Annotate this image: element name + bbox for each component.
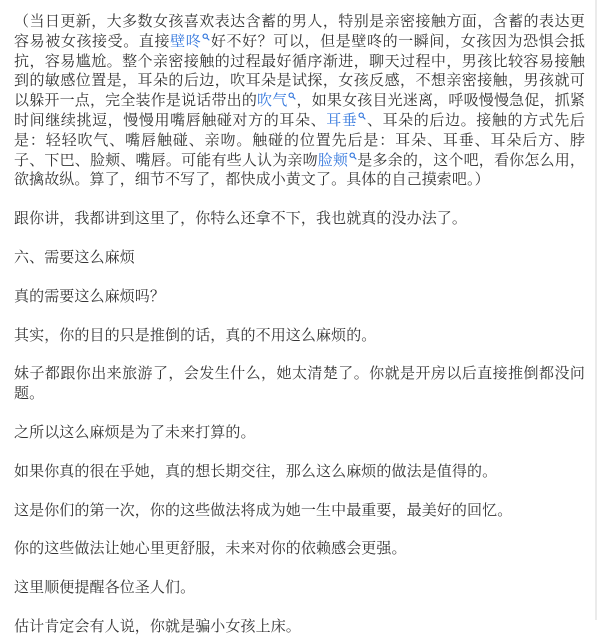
body-paragraph	[14, 287, 585, 307]
body-paragraph	[14, 501, 585, 521]
body-paragraph	[14, 209, 585, 229]
search-superscript-icon[interactable]	[349, 152, 357, 160]
keyword-link[interactable]: 脸颊	[318, 152, 357, 169]
text-run: 真的需要这么麻烦吗？	[14, 287, 166, 305]
text-run: 、耳朵的后边。接触的方式先后是：轻轻吹气、嘴唇触碰、亲吻。触碰的位置先后是：耳朵、耳垂、耳朵后方、脖子、下巴、脸颊、嘴唇。可能有些人认为亲吻	[14, 111, 586, 169]
text-run: 其实，你的目的只是推倒的话，真的不用这么麻烦的。	[14, 326, 377, 344]
text-run: 估计肯定会有人说，你就是骗小女孩上床。	[14, 617, 301, 635]
text-run: 六、需要这么麻烦	[14, 248, 135, 266]
scrollbar-track[interactable]	[595, 0, 597, 620]
body-paragraph	[14, 326, 585, 346]
body-paragraph	[14, 364, 585, 404]
text-run: ，如果女孩目光迷离，呼吸慢慢急促，抓紧时间继续挑逗，慢慢用嘴唇触碰对方的耳朵、	[14, 92, 586, 129]
section-heading	[14, 248, 585, 268]
body-paragraph	[14, 423, 585, 443]
body-paragraph	[14, 539, 585, 559]
keyword-link[interactable]: 耳垂	[326, 112, 366, 129]
keyword-link[interactable]: 壁咚	[170, 33, 210, 50]
text-run: 这是你们的第一次，你的这些做法将成为她一生中最重要，最美好的回忆。	[14, 501, 513, 519]
text-run: 妹子都跟你出来旅游了，会发生什么，她太清楚了。你就是开房以后直接推倒都没问题。	[14, 365, 585, 403]
text-run: 你的这些做法让她心里更舒服，未来对你的依赖感会更强。	[14, 540, 407, 558]
text-run: 这里顺便提醒各位圣人们。	[14, 579, 196, 597]
text-run: 好不好？可以，但是壁咚的一瞬间，女孩因为恐惧会抵抗，容易尴尬。整个亲密接触的过程最好循序渐进，聊天过程中，男孩比较容易接触到的敏感位置是，耳朵的后边，吹耳朵是试探，女孩反感，不想亲密接触，男孩就可以躲开一点，完全装作是说话带出的	[14, 32, 585, 110]
text-run: 是多余的，这个吧，看你怎么用，欲擒故纵。算了，细节不写了，都快成小黄文了。具体的自己摸索吧。）	[14, 151, 585, 189]
text-run: 跟你讲，我都讲到这里了，你特么还拿不下，我也就真的没办法了。	[14, 210, 468, 228]
keyword-link[interactable]: 吹气	[257, 92, 296, 109]
parenthetical-update-note	[14, 12, 585, 190]
body-paragraph	[14, 578, 585, 598]
text-run: 之所以这么麻烦是为了未来打算的。	[14, 423, 256, 441]
text-run: 如果你真的很在乎她，真的想长期交往，那么这么麻烦的做法是值得的。	[14, 462, 498, 480]
text-run: （当日更新，大多数女孩喜欢表达含蓄的男人，特别是亲密接触方面，含蓄的表达更容易被女孩接受。直接	[14, 13, 585, 50]
body-paragraph	[14, 462, 585, 482]
